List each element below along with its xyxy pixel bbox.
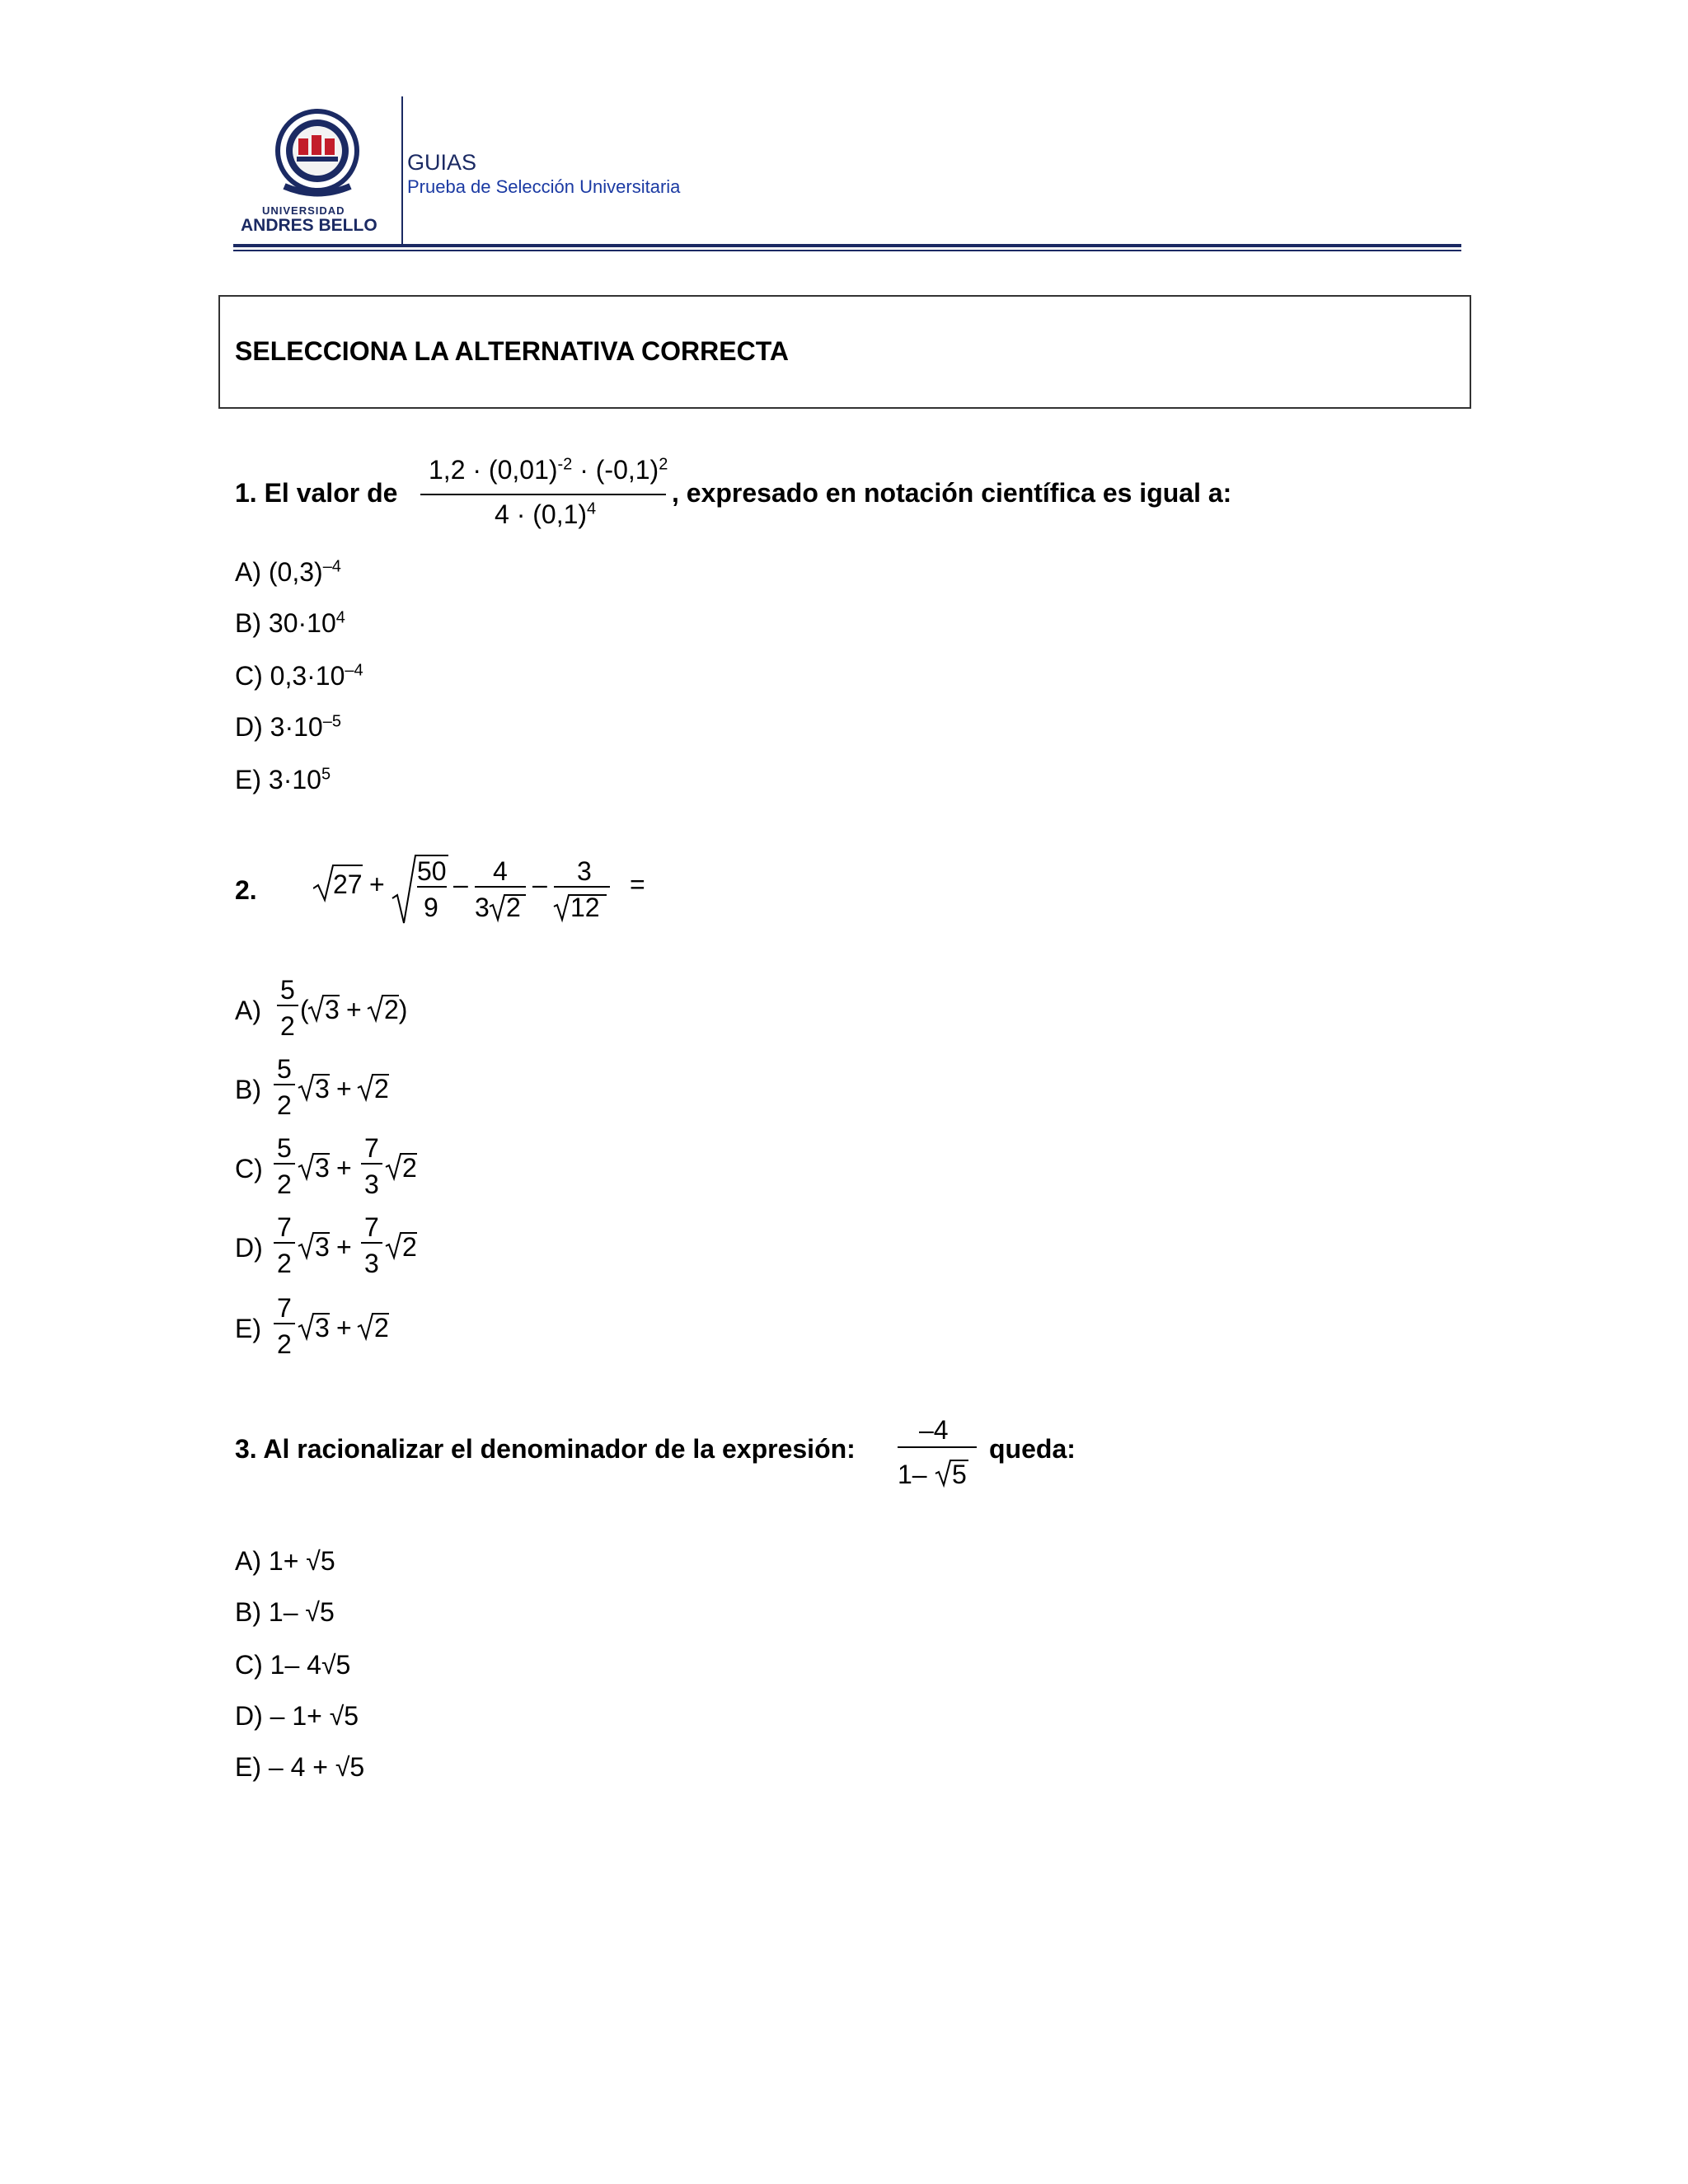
q2-option-e-expr	[272, 1291, 437, 1365]
svg-text:2: 2	[277, 1249, 292, 1278]
svg-text:9: 9	[424, 893, 438, 922]
svg-text:3: 3	[364, 1249, 379, 1278]
header-rule-thin	[233, 250, 1461, 251]
svg-text:7: 7	[364, 1133, 379, 1163]
svg-text:2: 2	[277, 1090, 292, 1120]
instruction-text: SELECCIONA LA ALTERNATIVA CORRECTA	[235, 336, 789, 366]
svg-text:5: 5	[277, 1133, 292, 1163]
svg-text:7: 7	[364, 1212, 379, 1242]
svg-text:+: +	[369, 869, 385, 899]
svg-text:7: 7	[277, 1293, 292, 1323]
svg-text:50: 50	[417, 856, 447, 886]
svg-text:2: 2	[280, 1011, 295, 1041]
svg-text:–: –	[453, 869, 468, 899]
svg-text:2: 2	[402, 1153, 417, 1183]
university-name: ANDRES BELLO	[241, 216, 377, 235]
q3-suffix: queda:	[989, 1434, 1076, 1464]
q1-suffix: , expresado en notación científica es igual a:	[672, 478, 1232, 508]
q3-option-e[interactable]: E) – 4 + √5	[235, 1752, 365, 1782]
svg-text:5: 5	[277, 1054, 292, 1084]
svg-text:3: 3	[475, 893, 490, 922]
q2-option-e-label[interactable]: E)	[235, 1314, 261, 1343]
q2-number: 2.	[235, 875, 257, 905]
svg-text:3: 3	[577, 856, 592, 886]
svg-text:(: (	[300, 995, 309, 1024]
svg-text:2: 2	[374, 1313, 389, 1343]
q1-option-a[interactable]: A) $(0,3)^{-4}$	[235, 557, 341, 587]
q1-fraction: $1,2 \cdot (0,01)^{-2} \cdot (-0,1)^2$ $4 \cdot (0,1)^4$	[420, 455, 668, 546]
q3-option-a[interactable]: A) 1+ √5	[235, 1546, 335, 1576]
svg-text:+: +	[336, 1313, 352, 1343]
header-divider	[401, 96, 403, 245]
university-seal	[231, 105, 396, 204]
svg-text:+: +	[336, 1153, 352, 1183]
svg-text:4: 4	[493, 856, 508, 886]
svg-text:2: 2	[277, 1169, 292, 1199]
svg-text:3: 3	[364, 1169, 379, 1199]
svg-text:–4: –4	[919, 1415, 949, 1445]
svg-text:2: 2	[506, 893, 521, 922]
svg-text:2: 2	[402, 1232, 417, 1262]
header-title: GUIAS	[407, 150, 477, 175]
q2-option-a-expr	[272, 972, 437, 1047]
svg-text:–: –	[532, 869, 547, 899]
university-label-small: UNIVERSIDAD	[262, 204, 345, 217]
svg-text:2: 2	[374, 1074, 389, 1104]
q1-option-e[interactable]: E) $3\cdot 10^5$	[235, 765, 331, 794]
svg-text:+: +	[346, 995, 362, 1024]
header-subtitle: Prueba de Selección Universitaria	[407, 176, 681, 197]
svg-text:5: 5	[280, 975, 295, 1005]
q3-option-b[interactable]: B) 1– √5	[235, 1597, 335, 1627]
q2-option-d-expr	[272, 1210, 453, 1284]
svg-text:3: 3	[315, 1313, 330, 1343]
svg-text:+: +	[336, 1074, 352, 1104]
q2-option-b-expr	[272, 1052, 437, 1126]
svg-text:27: 27	[333, 869, 363, 899]
q2-expression	[313, 849, 659, 940]
svg-text:7: 7	[277, 1212, 292, 1242]
q2-option-a-label[interactable]: A)	[235, 996, 261, 1025]
q2-option-c-label[interactable]: C)	[235, 1154, 263, 1183]
q1-prefix: 1. El valor de	[235, 478, 398, 508]
svg-text:3: 3	[325, 995, 340, 1024]
q3-fraction	[894, 1411, 985, 1493]
svg-text:3: 3	[315, 1074, 330, 1104]
svg-text:=: =	[630, 869, 645, 899]
q1-option-b[interactable]: B) $30\cdot 10^4$	[235, 608, 345, 638]
svg-text:12: 12	[570, 893, 600, 922]
svg-text:3: 3	[315, 1232, 330, 1262]
svg-text:+: +	[336, 1232, 352, 1262]
svg-text:3: 3	[315, 1153, 330, 1183]
q1-option-c[interactable]: C) $0,3\cdot 10^{-4}$	[235, 661, 363, 691]
q1-option-d[interactable]: D) $3\cdot 10^{-5}$	[235, 712, 341, 742]
q3-prefix: 3. Al racionalizar el denominador de la expresión:	[235, 1434, 856, 1464]
svg-text:2): 2)	[384, 995, 408, 1024]
svg-text:5: 5	[952, 1460, 967, 1489]
q3-option-d[interactable]: D) – 1+ √5	[235, 1701, 359, 1731]
svg-text:1–: 1–	[898, 1460, 927, 1489]
q2-option-b-label[interactable]: B)	[235, 1075, 261, 1104]
q2-option-d-label[interactable]: D)	[235, 1233, 263, 1263]
q2-option-c-expr	[272, 1131, 453, 1205]
header-rule	[233, 244, 1461, 247]
q3-option-c[interactable]: C) 1– 4√5	[235, 1650, 351, 1680]
svg-text:2: 2	[277, 1329, 292, 1359]
